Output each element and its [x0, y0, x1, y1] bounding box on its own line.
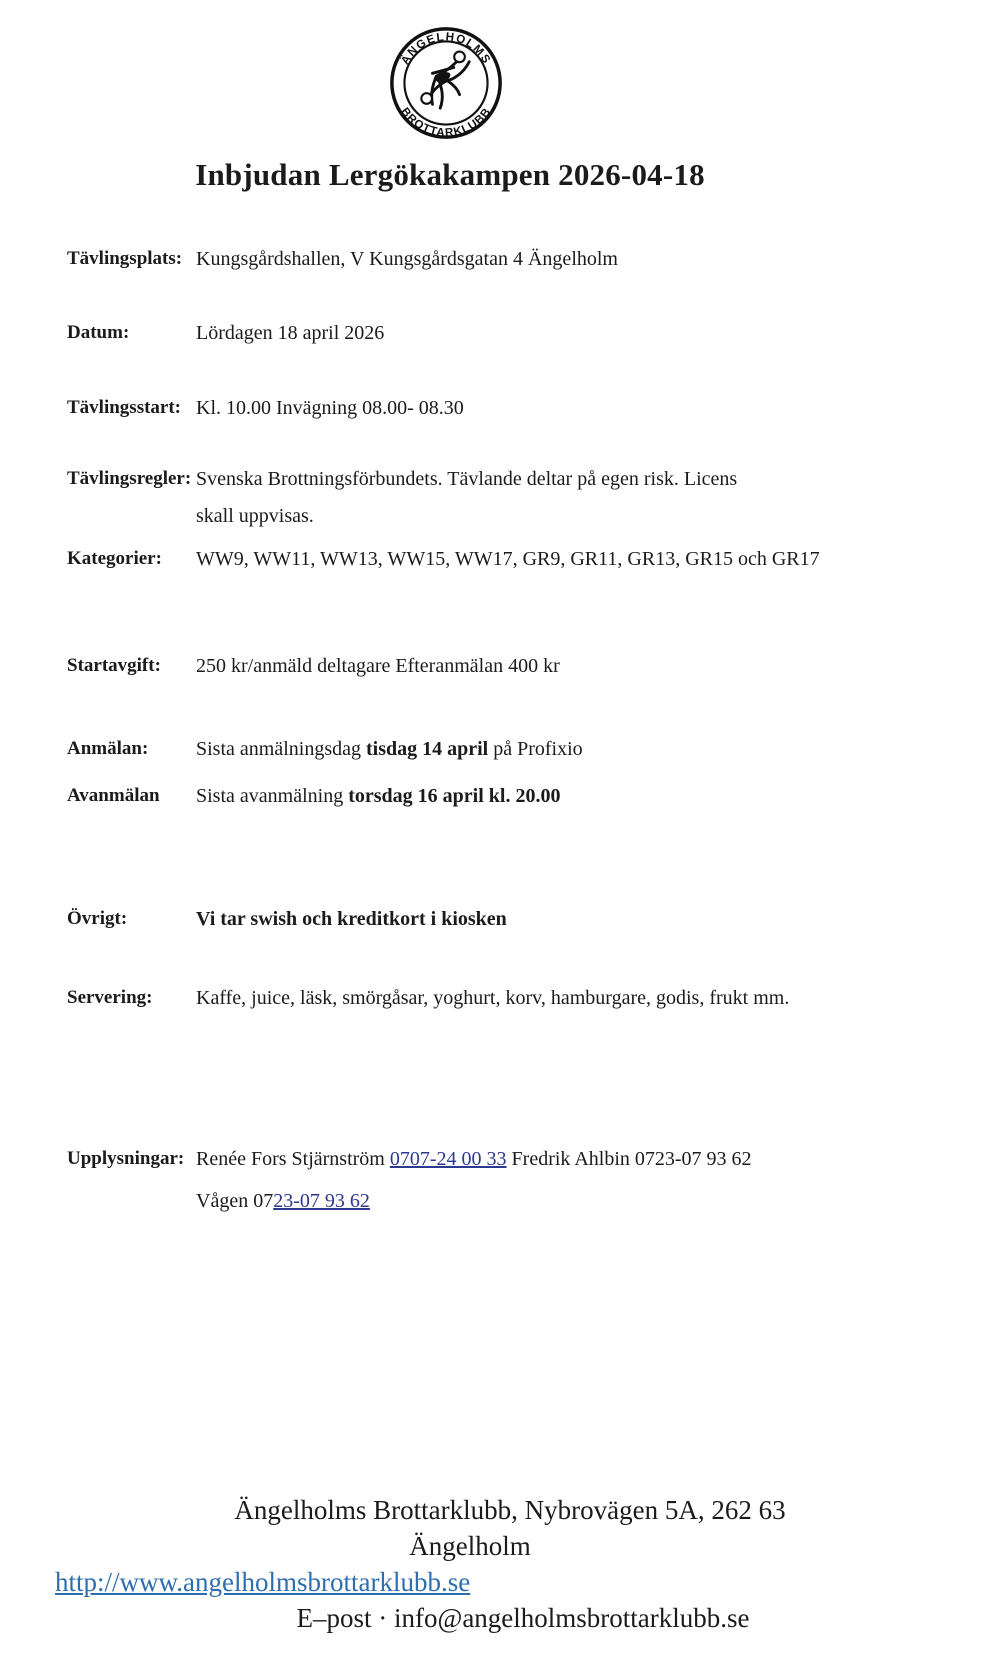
page-title: Inbjudan Lergökakampen 2026-04-18 [195, 156, 705, 192]
footer [40, 1492, 960, 1636]
field-label: Upplysningar: [67, 1148, 185, 1169]
field-value: Kl. 10.00 Invägning 08.00- 08.30 [196, 397, 464, 419]
field-label: Datum: [67, 322, 130, 343]
field-value: 250 kr/anmäld deltagare Efteranmälan 400 kr [196, 655, 560, 677]
field-label: Anmälan: [67, 738, 149, 759]
text-segment: Renée Fors Stjärnström [196, 1148, 390, 1170]
footer-email-line: E–post · info@angelholmsbrottarklubb.se [296, 1603, 750, 1633]
field-value: Svenska Brottningsförbundets. Tävlande deltar på egen risk. Licens skall uppvisas. [196, 468, 738, 527]
field-label: Tävlingsstart: [67, 397, 181, 418]
text-segment: torsdag 16 april kl. 20.00 [348, 785, 561, 807]
contact-line-2 [196, 1188, 960, 1214]
footer-address-line: Ängelholms Brottarklubb, Nybrovägen 5A, 262 63 [234, 1495, 786, 1525]
text-segment: på Profixio [488, 738, 583, 760]
text-segment: Sista avanmälning [196, 785, 349, 807]
phone-link[interactable]: 0707-24 00 33 [389, 1148, 507, 1170]
field-value: Lördagen 18 april 2026 [196, 322, 385, 344]
footer-city-line: Ängelholm [409, 1531, 531, 1561]
logo-top-text: ÄNGELHOLMS [398, 30, 494, 67]
field-value: Kaffe, juice, läsk, smörgåsar, yoghurt, korv, hamburgare, godis, frukt mm. [196, 987, 790, 1009]
field-value [196, 1146, 960, 1214]
field-value [196, 736, 960, 762]
field-value: WW9, WW11, WW13, WW15, WW17, GR9, GR11, GR13, GR15 och GR17 [196, 548, 820, 570]
field-label: Övrigt: [67, 908, 128, 929]
field-label: Avanmälan [67, 785, 160, 806]
text-segment: Fredrik Ahlbin 0723-07 93 62 [506, 1148, 752, 1170]
phone-link[interactable]: 23-07 93 62 [273, 1190, 370, 1212]
text-segment: Sista anmälningsdag [196, 738, 366, 760]
text-segment: Vi tar swish och kreditkort i kiosken [196, 908, 507, 930]
contact-line-1 [196, 1146, 960, 1172]
field-value [196, 783, 960, 809]
text-segment: tisdag 14 april [365, 738, 489, 760]
field-value: Kungsgårdshallen, V Kungsgårdsgatan 4 Ängelholm [196, 248, 618, 270]
field-label: Tävlingsregler: [67, 468, 192, 489]
website-link[interactable]: http://www.angelholmsbrottarklubb.se [55, 1567, 471, 1597]
club-logo [388, 24, 504, 142]
field-label: Startavgift: [67, 655, 161, 676]
logo-bottom-text: BROTTARKLUBB [398, 105, 494, 140]
wrestlers-icon [421, 52, 469, 109]
field-label: Tävlingsplats: [67, 248, 183, 269]
text-segment: Vågen 07 [196, 1190, 274, 1212]
field-value [196, 906, 960, 932]
field-label: Kategorier: [67, 548, 162, 569]
field-label: Servering: [67, 987, 153, 1008]
